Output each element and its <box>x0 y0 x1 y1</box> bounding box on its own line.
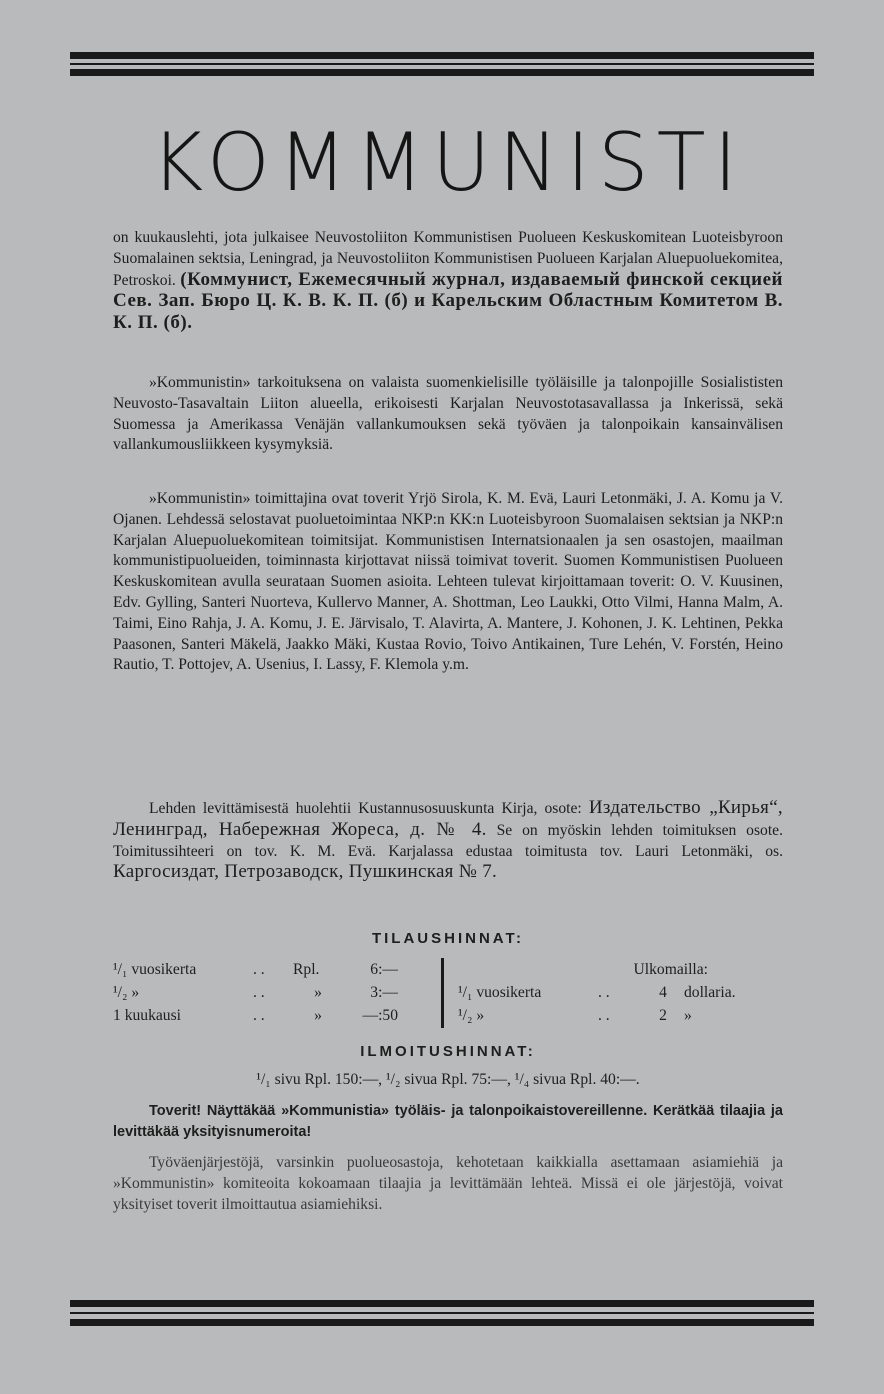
domestic-price: —:50 <box>362 1007 398 1024</box>
abroad-unit: » <box>684 1007 692 1024</box>
domestic-unit: » <box>314 984 322 1001</box>
distribution-address-ru: Издательство „Кирья“, Ленинград, Набережная Жореса, д. № 4. <box>113 797 783 840</box>
abroad-dots: . . <box>598 1007 610 1024</box>
abroad-unit: dollaria. <box>684 984 736 1001</box>
subscription-prices <box>113 958 783 1028</box>
aims-text: »Kommunistin» tarkoituksena on valaista suomenkielisille työläisille ja talonpojille Sosialististen Neuvosto-Tasavaltain Liiton alueella, erikoisesti Karjalan Neuvostotasavallassa ja Inkerissä, sekä Suomessa ja Amerikassa Venäjän vallankumouksen sekä työväen ja talonpoikain kansainvälisen vallankumousliikkeen kysymyksiä. <box>113 374 783 454</box>
domestic-unit: Rpl. <box>293 961 320 978</box>
domestic-dots: . . <box>253 984 265 1001</box>
bottom-rule-thick-2 <box>70 1319 814 1326</box>
abroad-row <box>458 1004 768 1027</box>
abroad-dots: . . <box>598 984 610 1001</box>
distribution-karelia-ru: Каргосиздат, Петрозаводск, Пушкинская № 7. <box>113 861 498 883</box>
abroad-label: Ulkomailla: <box>633 961 708 978</box>
masthead-title: KOMMUNISTI <box>150 116 746 209</box>
domestic-prices <box>113 958 433 1027</box>
domestic-dots: . . <box>253 1007 265 1024</box>
top-rule-thick-2 <box>70 69 814 76</box>
domestic-dots: . . <box>253 961 265 978</box>
domestic-row <box>113 981 433 1004</box>
advertising-title: ILMOITUSHINNAT: <box>360 1043 536 1060</box>
price-divider <box>441 958 444 1028</box>
editors-paragraph <box>113 489 783 676</box>
domestic-unit: » <box>314 1007 322 1024</box>
top-rule-thin <box>70 63 814 65</box>
intro-paragraph <box>113 228 783 335</box>
domestic-period: ¹/₁ vuosikerta <box>113 961 197 978</box>
distribution-intro: Lehden levittämisestä huolehtii Kustannusosuuskunta Kirja, osote: <box>149 800 582 817</box>
abroad-row <box>458 981 768 1004</box>
domestic-price: 3:— <box>370 984 398 1001</box>
closing-text: Työväenjärjestöjä, varsinkin puolueosastoja, kehotetaan kaikkialla asettamaan asiamiehiä ja »Kommunistin» komiteoita kokoamaan tilaajia ja levittämään lehteä. Missä ei ole järjestöjä, voivat yksityiset toverit ilmoittautua asiamiehiksi. <box>113 1154 783 1213</box>
appeal-text <box>113 1101 783 1143</box>
bottom-rule-thin <box>70 1312 814 1314</box>
abroad-price: 2 <box>659 1007 667 1024</box>
intro-russian: (Коммунист, Ежемесячный журнал, издаваемый финской секцией Сев. Зап. Бюро Ц. К. В. К. П. (б) и Карельским Областным Комитетом В. К. П. (б). <box>113 268 783 334</box>
domestic-row <box>113 1004 433 1027</box>
domestic-row <box>113 958 433 981</box>
top-rule-thick <box>70 52 814 59</box>
subscription-title: TILAUSHINNAT: <box>371 930 525 947</box>
abroad-price: 4 <box>659 984 667 1001</box>
bottom-rule-thick <box>70 1300 814 1307</box>
domestic-period: 1 kuukausi <box>113 1007 182 1024</box>
domestic-period: ¹/₂ » <box>113 984 140 1001</box>
distribution-office: Se on myöskin lehden toimituksen osote. Toimitussihteeri on tov. K. M. Evä. Karjalassa edustaa toimitusta tov. Lauri Letonmäki, os. <box>113 821 783 860</box>
abroad-prices <box>458 958 768 1027</box>
editors-text: »Kommunistin» toimittajina ovat toverit Yrjö Sirola, K. M. Evä, Lauri Letonmäki, J. A. Komu ja V. Ojanen. Lehdessä selostavat puoluetoimintaa NKP:n KK:n Luoteisbyroon Suomalaisen sektsian ja NKP:n Karjalan Aluepuoluekomitean toimitsijat. Kommunistisen Internatsionaalen ja sen osastojen, maailman kommunistipuolueiden, toiminnasta kirjottavat niissä toimivat toverit. Suomen Kommunistisen Puolueen Keskuskomitean avulla seurataan Suomen asioita. Lehteen tulevat kirjoittamaan toverit: O. V. Kuusinen, Edv. Gylling, Santeri Nuorteva, Kullervo Manner, A. Shottman, Leo Laukki, Otto Vilmi, Hanna Malm, A. Taimi, Eino Rahja, J. A. Komu, J. E. Järvisalo, T. Alavirta, A. Mantere, J. Kohonen, J. K. Lehtinen, Pekka Paasonen, Santeri Mäkelä, Jaakko Mäki, Kustaa Rovio, Toivo Antikainen, Ture Lehén, V. Forstén, Heino Rautio, T. Pottojev, A. Usenius, I. Lassy, F. Klemola y.m. <box>113 490 783 674</box>
abroad-period: ¹/₁ vuosikerta <box>458 984 542 1001</box>
aims-paragraph <box>113 373 783 456</box>
domestic-price: 6:— <box>370 961 398 978</box>
advertising-rates: ¹/₁ sivu Rpl. 150:—, ¹/₂ sivua Rpl. 75:—, ¹/₄ sivua Rpl. 40:—. <box>256 1071 640 1088</box>
distribution-paragraph <box>113 798 783 884</box>
appeal-body: Toverit! Näyttäkää »Kommunistia» työläis- ja talonpoikaistovereillenne. Kerätkää tilaajia ja levittäkää yksityisnumeroita! <box>113 1103 783 1140</box>
intro-finnish: on kuukauslehti, jota julkaisee Neuvostoliiton Kommunistisen Puolueen Keskuskomitean Luoteisbyroon Suomalainen sektsia, Leningrad, ja Neuvostoliiton Kommunistisen Puolueen Karjalan Aluepuoluekomitea, Petroskoi. <box>113 229 783 289</box>
closing-paragraph <box>113 1153 783 1215</box>
abroad-period: ¹/₂ » <box>458 1007 485 1024</box>
